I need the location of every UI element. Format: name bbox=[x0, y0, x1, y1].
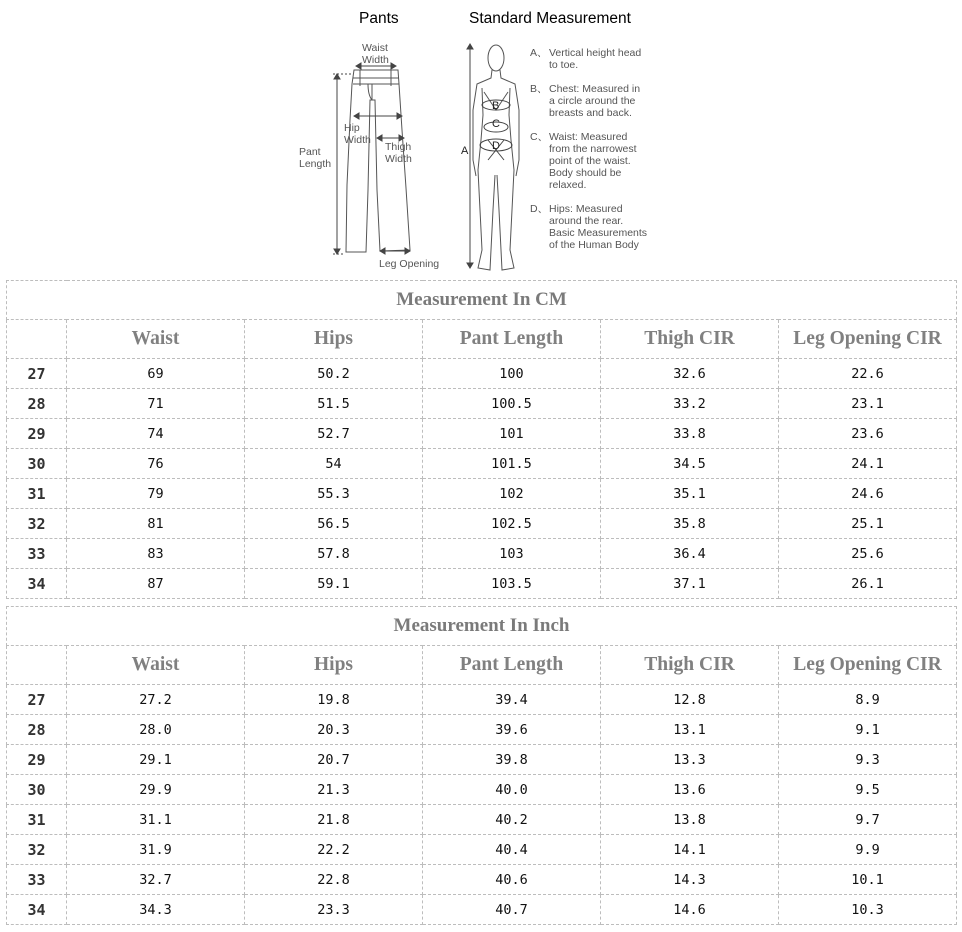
thigh-cir-column-header: Thigh CIR bbox=[601, 320, 779, 359]
table-row bbox=[7, 895, 957, 925]
size-cell: 32 bbox=[7, 835, 67, 865]
table-row bbox=[7, 539, 957, 569]
waist-cell: 87 bbox=[67, 569, 245, 599]
size-cell: 29 bbox=[7, 745, 67, 775]
size-cell: 30 bbox=[7, 449, 67, 479]
waist-cell: 71 bbox=[67, 389, 245, 419]
waist-cell: 34.3 bbox=[67, 895, 245, 925]
cm-table-title: Measurement In CM bbox=[7, 281, 957, 320]
leg-opening-label: Leg Opening bbox=[379, 258, 440, 270]
thigh-cir-cell: 12.8 bbox=[601, 685, 779, 715]
waist-cell: 29.1 bbox=[67, 745, 245, 775]
note-b: B、 Chest: Measured in a circle around the breasts and back. bbox=[530, 83, 641, 119]
size-cell: 32 bbox=[7, 509, 67, 539]
pant-length-cell: 101 bbox=[423, 419, 601, 449]
leg-opening-cir-cell: 8.9 bbox=[779, 685, 957, 715]
leg-opening-cir-cell: 9.9 bbox=[779, 835, 957, 865]
hips-cell: 21.8 bbox=[245, 805, 423, 835]
size-cell: 31 bbox=[7, 479, 67, 509]
hips-cell: 59.1 bbox=[245, 569, 423, 599]
table-row bbox=[7, 805, 957, 835]
body-letter-d: D bbox=[492, 140, 500, 152]
thigh-cir-cell: 33.2 bbox=[601, 389, 779, 419]
size-cell: 31 bbox=[7, 805, 67, 835]
waist-cell: 76 bbox=[67, 449, 245, 479]
hips-cell: 22.2 bbox=[245, 835, 423, 865]
pants-heading: Pants bbox=[359, 10, 399, 27]
hips-cell: 50.2 bbox=[245, 359, 423, 389]
thigh-cir-cell: 36.4 bbox=[601, 539, 779, 569]
table-row bbox=[7, 569, 957, 599]
waist-column-header: Waist bbox=[67, 320, 245, 359]
hips-cell: 23.3 bbox=[245, 895, 423, 925]
waist-cell: 69 bbox=[67, 359, 245, 389]
waist-cell: 31.9 bbox=[67, 835, 245, 865]
hips-cell: 57.8 bbox=[245, 539, 423, 569]
leg-opening-cir-column-header: Leg Opening CIR bbox=[779, 646, 957, 685]
table-row bbox=[7, 479, 957, 509]
body-letter-a: A bbox=[461, 145, 469, 157]
table-row bbox=[7, 775, 957, 805]
table-row bbox=[7, 389, 957, 419]
leg-opening-cir-cell: 9.7 bbox=[779, 805, 957, 835]
inch-header-row bbox=[7, 646, 957, 685]
waist-cell: 83 bbox=[67, 539, 245, 569]
thigh-cir-cell: 13.8 bbox=[601, 805, 779, 835]
pant-length-cell: 40.0 bbox=[423, 775, 601, 805]
size-cell: 27 bbox=[7, 685, 67, 715]
thigh-cir-column-header: Thigh CIR bbox=[601, 646, 779, 685]
pant-length-cell: 102.5 bbox=[423, 509, 601, 539]
size-cell: 27 bbox=[7, 359, 67, 389]
pant-length-cell: 39.6 bbox=[423, 715, 601, 745]
pant-length-label: Pant Length bbox=[299, 146, 332, 170]
leg-opening-cir-cell: 10.1 bbox=[779, 865, 957, 895]
pant-length-cell: 103 bbox=[423, 539, 601, 569]
pant-length-column-header: Pant Length bbox=[423, 646, 601, 685]
thigh-cir-cell: 32.6 bbox=[601, 359, 779, 389]
pant-length-cell: 101.5 bbox=[423, 449, 601, 479]
table-row bbox=[7, 685, 957, 715]
waist-cell: 81 bbox=[67, 509, 245, 539]
hips-column-header: Hips bbox=[245, 646, 423, 685]
cm-size-table bbox=[6, 280, 957, 599]
leg-opening-cir-cell: 9.5 bbox=[779, 775, 957, 805]
hips-cell: 21.3 bbox=[245, 775, 423, 805]
cm-header-row bbox=[7, 320, 957, 359]
size-cell: 28 bbox=[7, 715, 67, 745]
leg-opening-cir-cell: 24.1 bbox=[779, 449, 957, 479]
hips-cell: 55.3 bbox=[245, 479, 423, 509]
thigh-cir-cell: 37.1 bbox=[601, 569, 779, 599]
hips-cell: 56.5 bbox=[245, 509, 423, 539]
thigh-cir-cell: 13.3 bbox=[601, 745, 779, 775]
pant-length-cell: 40.2 bbox=[423, 805, 601, 835]
thigh-cir-cell: 13.1 bbox=[601, 715, 779, 745]
table-row bbox=[7, 835, 957, 865]
leg-opening-cir-cell: 24.6 bbox=[779, 479, 957, 509]
pant-length-cell: 100.5 bbox=[423, 389, 601, 419]
hips-cell: 20.3 bbox=[245, 715, 423, 745]
table-row bbox=[7, 745, 957, 775]
hips-column-header: Hips bbox=[245, 320, 423, 359]
hips-cell: 19.8 bbox=[245, 685, 423, 715]
note-a: A、 Vertical height head to toe. bbox=[530, 47, 642, 71]
leg-opening-cir-cell: 25.1 bbox=[779, 509, 957, 539]
pant-length-cell: 40.4 bbox=[423, 835, 601, 865]
size-cell: 30 bbox=[7, 775, 67, 805]
table-row bbox=[7, 419, 957, 449]
table-row bbox=[7, 449, 957, 479]
waist-cell: 79 bbox=[67, 479, 245, 509]
leg-opening-cir-cell: 23.6 bbox=[779, 419, 957, 449]
size-column-header bbox=[7, 646, 67, 685]
pant-length-cell: 102 bbox=[423, 479, 601, 509]
waist-width-label: Waist Width bbox=[362, 42, 389, 66]
leg-opening-cir-cell: 9.1 bbox=[779, 715, 957, 745]
waist-column-header: Waist bbox=[67, 646, 245, 685]
pant-length-column-header: Pant Length bbox=[423, 320, 601, 359]
pants-and-body-diagram bbox=[0, 0, 962, 278]
hips-cell: 22.8 bbox=[245, 865, 423, 895]
hips-cell: 51.5 bbox=[245, 389, 423, 419]
waist-cell: 31.1 bbox=[67, 805, 245, 835]
thigh-cir-cell: 14.1 bbox=[601, 835, 779, 865]
waist-cell: 27.2 bbox=[67, 685, 245, 715]
leg-opening-cir-cell: 23.1 bbox=[779, 389, 957, 419]
hip-width-label: Hip Width bbox=[344, 122, 371, 146]
size-cell: 33 bbox=[7, 539, 67, 569]
size-cell: 34 bbox=[7, 895, 67, 925]
hips-cell: 54 bbox=[245, 449, 423, 479]
thigh-cir-cell: 35.8 bbox=[601, 509, 779, 539]
leg-opening-cir-cell: 26.1 bbox=[779, 569, 957, 599]
table-row bbox=[7, 359, 957, 389]
thigh-cir-cell: 14.3 bbox=[601, 865, 779, 895]
size-cell: 29 bbox=[7, 419, 67, 449]
note-c: C、 Waist: Measured from the narrowest point of the waist. Body should be relaxed. bbox=[530, 131, 637, 191]
size-cell: 28 bbox=[7, 389, 67, 419]
leg-opening-cir-cell: 10.3 bbox=[779, 895, 957, 925]
inch-table-title: Measurement In Inch bbox=[7, 607, 957, 646]
thigh-cir-cell: 33.8 bbox=[601, 419, 779, 449]
pant-length-cell: 39.8 bbox=[423, 745, 601, 775]
waist-cell: 28.0 bbox=[67, 715, 245, 745]
thigh-cir-cell: 35.1 bbox=[601, 479, 779, 509]
size-column-header bbox=[7, 320, 67, 359]
table-row bbox=[7, 865, 957, 895]
hips-cell: 20.7 bbox=[245, 745, 423, 775]
table-row bbox=[7, 715, 957, 745]
leg-opening-cir-cell: 9.3 bbox=[779, 745, 957, 775]
body-letter-c: C bbox=[492, 118, 500, 130]
size-cell: 34 bbox=[7, 569, 67, 599]
leg-opening-cir-column-header: Leg Opening CIR bbox=[779, 320, 957, 359]
table-row bbox=[7, 509, 957, 539]
thigh-width-label: Thigh Width bbox=[385, 141, 412, 165]
waist-cell: 29.9 bbox=[67, 775, 245, 805]
pant-length-cell: 39.4 bbox=[423, 685, 601, 715]
leg-opening-cir-cell: 25.6 bbox=[779, 539, 957, 569]
thigh-cir-cell: 14.6 bbox=[601, 895, 779, 925]
measurement-illustration bbox=[0, 0, 962, 278]
waist-cell: 32.7 bbox=[67, 865, 245, 895]
inch-size-table bbox=[6, 606, 957, 925]
hips-cell: 52.7 bbox=[245, 419, 423, 449]
body-letter-b: B bbox=[492, 100, 500, 112]
pant-length-cell: 40.6 bbox=[423, 865, 601, 895]
thigh-cir-cell: 34.5 bbox=[601, 449, 779, 479]
pant-length-cell: 100 bbox=[423, 359, 601, 389]
leg-opening-cir-cell: 22.6 bbox=[779, 359, 957, 389]
size-cell: 33 bbox=[7, 865, 67, 895]
pant-length-cell: 40.7 bbox=[423, 895, 601, 925]
waist-cell: 74 bbox=[67, 419, 245, 449]
thigh-cir-cell: 13.6 bbox=[601, 775, 779, 805]
standard-measurement-heading: Standard Measurement bbox=[469, 10, 631, 27]
note-d: D、 Hips: Measured around the rear. Basic Measurements of the Human Body bbox=[530, 203, 648, 251]
pant-length-cell: 103.5 bbox=[423, 569, 601, 599]
